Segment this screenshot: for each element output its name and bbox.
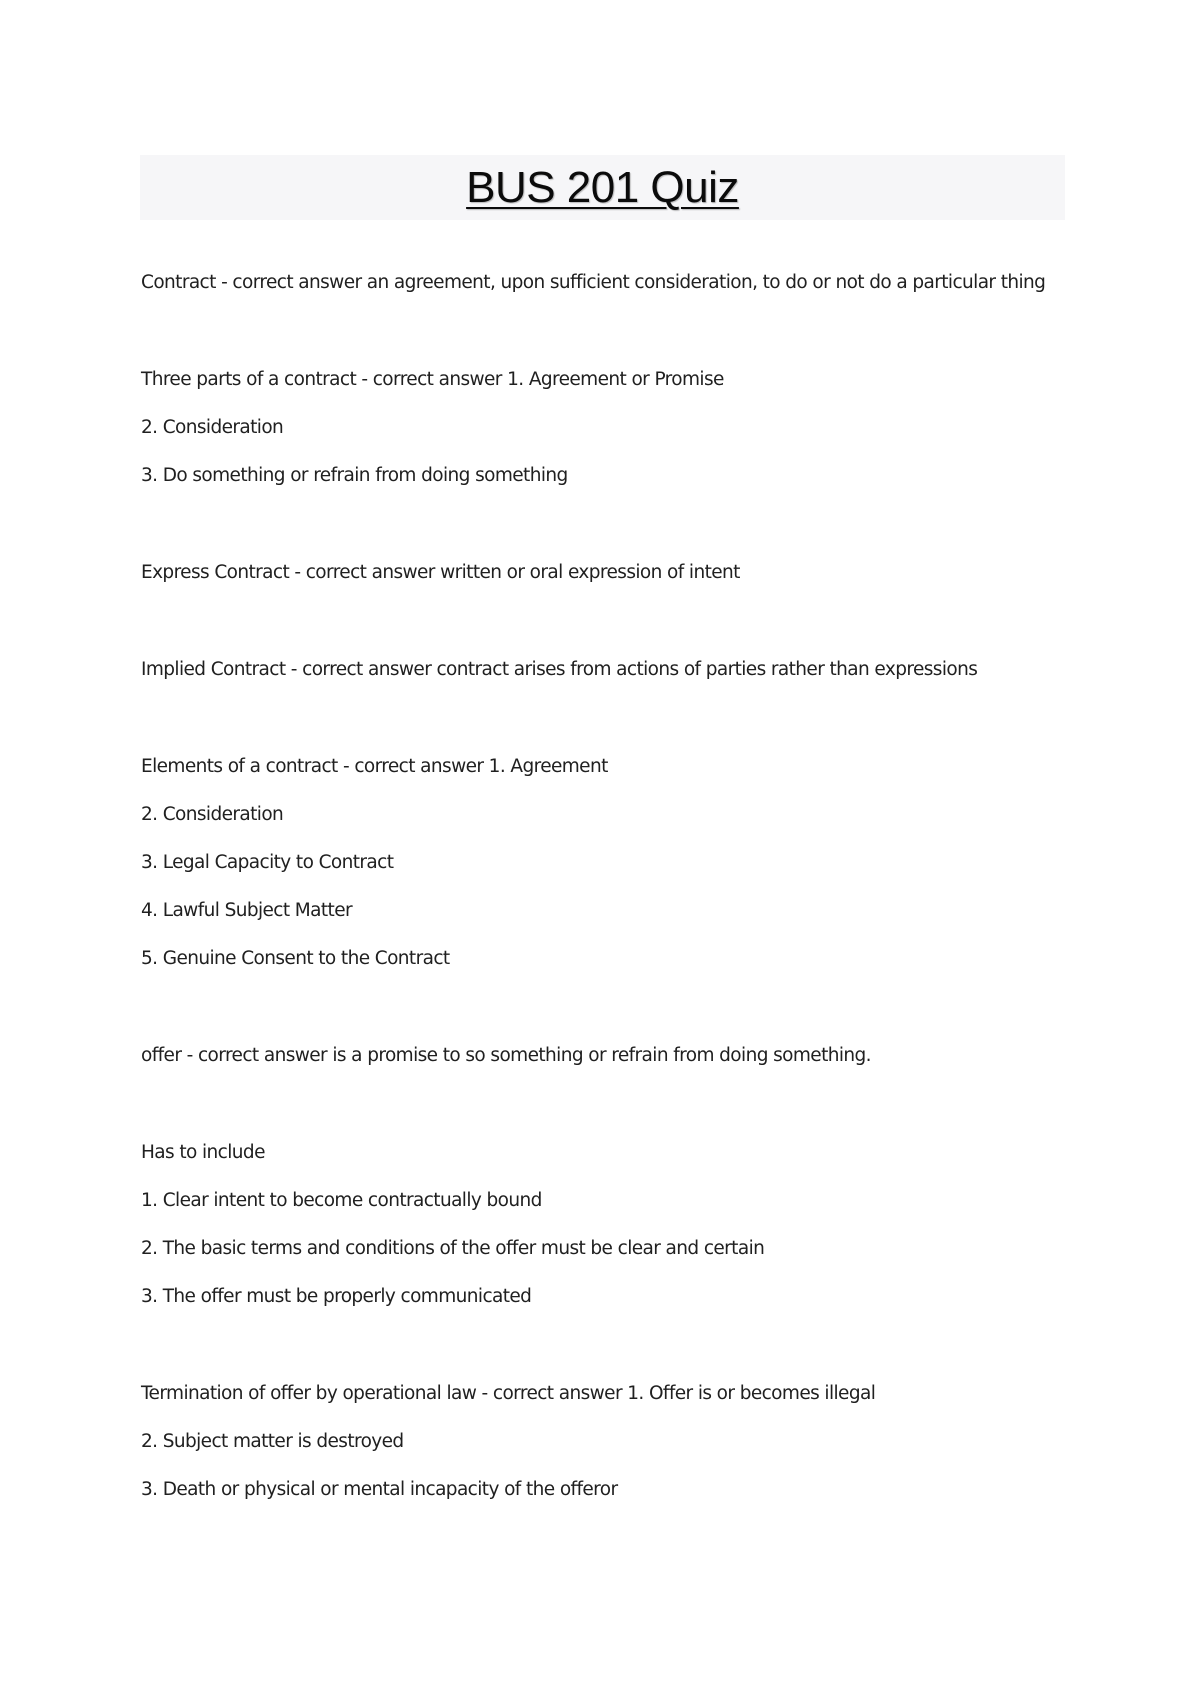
text-line: 2. Consideration: [141, 804, 284, 825]
qa-entry: [141, 1138, 1081, 1330]
entry-gap: [141, 1330, 1081, 1379]
text-line: 3. The offer must be properly communicated: [141, 1286, 532, 1307]
qa-entry: [141, 655, 1081, 703]
text-line: 2. The basic terms and conditions of the offer must be clear and certain: [141, 1238, 765, 1259]
text-line: Express Contract - correct answer written or oral expression of intent: [141, 562, 740, 583]
title-bar: [140, 155, 1065, 220]
qa-entry: [141, 1041, 1081, 1089]
text-line: 1. Clear intent to become contractually bound: [141, 1190, 542, 1211]
text-line: 4. Lawful Subject Matter: [141, 900, 352, 921]
text-line: Has to include: [141, 1142, 265, 1163]
entry-gap: [141, 606, 1081, 655]
text-line: Implied Contract - correct answer contract arises from actions of parties rather than expressions: [141, 659, 978, 680]
qa-entry: [141, 558, 1081, 606]
page-title: BUS 201 Quiz: [466, 162, 739, 212]
entry-gap: [141, 703, 1081, 752]
text-line: 3. Do something or refrain from doing something: [141, 465, 568, 486]
text-line: 3. Death or physical or mental incapacity of the offeror: [141, 1479, 618, 1500]
text-line: Three parts of a contract - correct answer 1. Agreement or Promise: [141, 369, 724, 390]
text-line: 2. Consideration: [141, 417, 284, 438]
qa-entry: [141, 752, 1081, 992]
text-line: Termination of offer by operational law - correct answer 1. Offer is or becomes illegal: [141, 1383, 876, 1404]
qa-entry: [141, 268, 1081, 316]
entry-gap: [141, 1089, 1081, 1138]
entry-gap: [141, 509, 1081, 558]
text-line: Elements of a contract - correct answer 1. Agreement: [141, 756, 608, 777]
qa-entry: [141, 1379, 1081, 1523]
text-line: Contract - correct answer an agreement, upon sufficient consideration, to do or not do a particular thing: [141, 272, 1046, 293]
text-line: 2. Subject matter is destroyed: [141, 1431, 404, 1452]
text-line: offer - correct answer is a promise to so something or refrain from doing something.: [141, 1045, 871, 1066]
document-body: [141, 268, 1081, 1523]
qa-entry: [141, 365, 1081, 509]
entry-gap: [141, 316, 1081, 365]
text-line: 5. Genuine Consent to the Contract: [141, 948, 450, 969]
text-line: 3. Legal Capacity to Contract: [141, 852, 394, 873]
entry-gap: [141, 992, 1081, 1041]
